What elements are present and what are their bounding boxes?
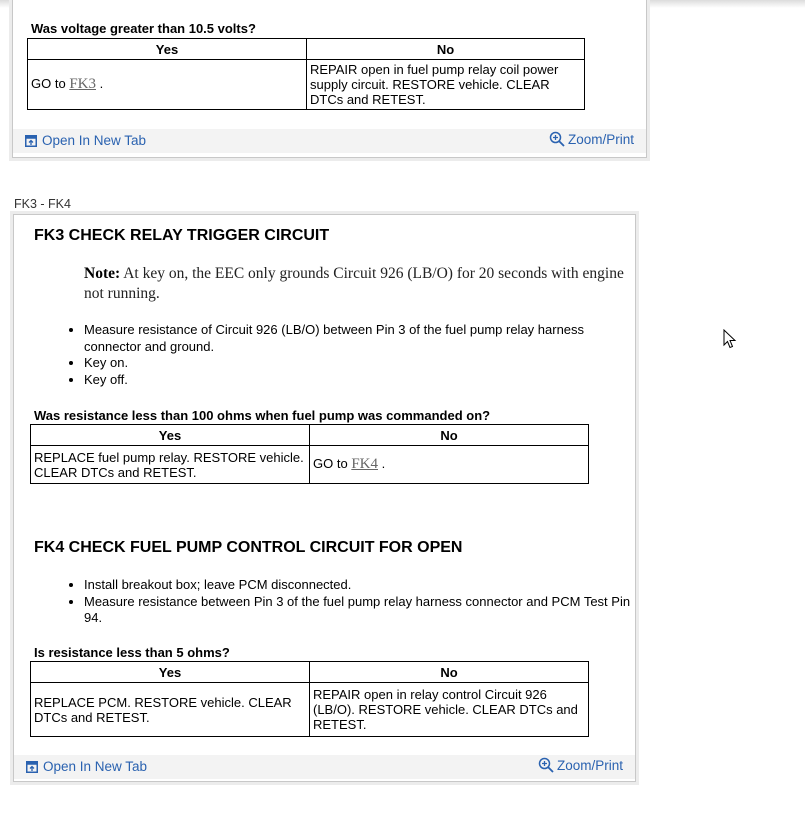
no-text: GO to <box>313 456 348 471</box>
fk3-link[interactable]: FK3 <box>69 76 96 92</box>
question-resistance-5: Is resistance less than 5 ohms? <box>34 645 230 660</box>
zoom-print-link[interactable] <box>538 757 623 773</box>
yes-cell: REPLACE PCM. RESTORE vehicle. CLEAR DTCs and RETEST. <box>31 683 310 737</box>
open-in-new-tab-label: Open In New Tab <box>43 759 148 774</box>
card1-footer <box>13 129 646 153</box>
no-header: No <box>310 662 589 683</box>
open-in-new-tab-link[interactable] <box>26 759 147 774</box>
yes-header: Yes <box>28 39 307 60</box>
section-label: FK3 - FK4 <box>14 197 71 211</box>
no-cell: GO to FK4 . <box>310 446 589 484</box>
yes-header: Yes <box>31 425 310 446</box>
fk3-bullet-list <box>38 322 644 388</box>
no-cell: REPAIR open in fuel pump relay coil power supply circuit. RESTORE vehicle. CLEAR DTCs and RETEST. <box>307 60 585 110</box>
decision-table-fk3 <box>30 424 589 484</box>
zoom-print-label: Zoom/Print <box>568 131 635 147</box>
question-voltage: Was voltage greater than 10.5 volts? <box>31 21 256 36</box>
open-in-new-tab-icon <box>25 135 37 147</box>
yes-header: Yes <box>31 662 310 683</box>
open-in-new-tab-link[interactable] <box>25 133 146 148</box>
fk3-note <box>84 264 629 304</box>
procedure-card-fk3-fk4 <box>13 214 636 782</box>
zoom-icon <box>538 757 554 773</box>
decision-table-voltage <box>27 38 585 110</box>
mouse-cursor-icon <box>723 329 737 349</box>
no-header: No <box>310 425 589 446</box>
yes-cell: GO to FK3 . <box>28 60 307 110</box>
fk4-bullet-list <box>38 577 644 627</box>
procedure-card-top <box>12 0 647 158</box>
list-item: • Key on. <box>84 355 644 372</box>
list-item: • Measure resistance between Pin 3 of the fuel pump relay harness connector and PCM Test Pin 94. <box>84 594 644 627</box>
list-item: • Key off. <box>84 372 644 389</box>
zoom-icon <box>549 131 565 147</box>
fk4-heading: FK4 CHECK FUEL PUMP CONTROL CIRCUIT FOR OPEN <box>34 539 463 556</box>
fk3-heading: FK3 CHECK RELAY TRIGGER CIRCUIT <box>34 227 330 244</box>
decision-table-fk4 <box>30 661 589 737</box>
zoom-print-label: Zoom/Print <box>557 757 624 773</box>
note-label: Note: <box>84 265 121 282</box>
note-text: At key on, the EEC only grounds Circuit 926 (LB/O) for 20 seconds with engine not running. <box>84 265 624 302</box>
list-item: • Install breakout box; leave PCM disconnected. <box>84 577 644 594</box>
open-in-new-tab-label: Open In New Tab <box>42 133 147 148</box>
no-cell: REPAIR open in relay control Circuit 926 (LB/O). RESTORE vehicle. CLEAR DTCs and RETEST. <box>310 683 589 737</box>
no-header: No <box>307 39 585 60</box>
question-resistance-100: Was resistance less than 100 ohms when fuel pump was commanded on? <box>34 408 491 423</box>
zoom-print-link[interactable] <box>549 131 634 147</box>
list-item: • Measure resistance of Circuit 926 (LB/O) between Pin 3 of the fuel pump relay harness connector and ground. <box>84 322 644 355</box>
fk4-link[interactable]: FK4 <box>351 456 378 472</box>
yes-cell: REPLACE fuel pump relay. RESTORE vehicle. CLEAR DTCs and RETEST. <box>31 446 310 484</box>
open-in-new-tab-icon <box>26 761 38 773</box>
yes-text: GO to <box>31 76 66 91</box>
card2-footer <box>14 755 635 779</box>
